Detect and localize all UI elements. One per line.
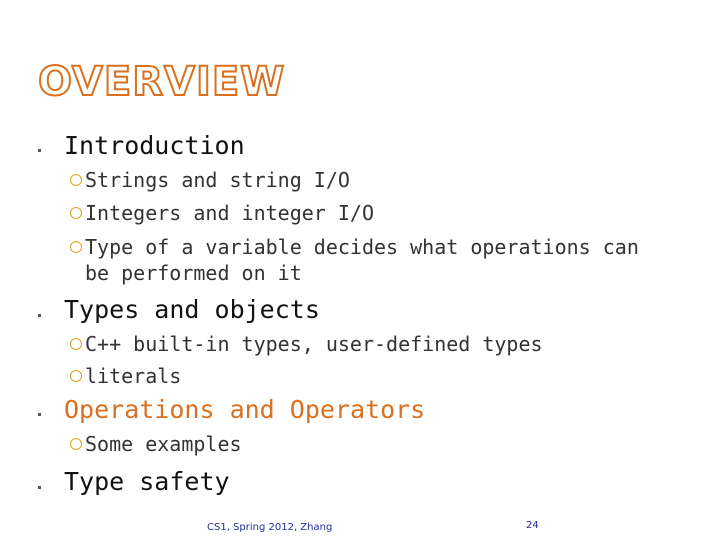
sub-bullet: Integers and integer I/O (70, 201, 374, 225)
circle-bullet-icon (70, 370, 82, 382)
sub-bullet: Some examples (70, 432, 242, 456)
bullet-dot (38, 413, 41, 416)
footer-course: CS1, Spring 2012, Zhang (207, 522, 333, 533)
footer-page-number: 24 (526, 520, 539, 531)
bullet-type-safety: Type safety (64, 467, 230, 496)
sub-bullet: C++ built-in types, user-defined types (70, 332, 543, 356)
sub-bullet: Type of a variable decides what operations can (70, 235, 639, 259)
sub-bullet: literals (70, 364, 181, 388)
bullet-dot (38, 486, 41, 489)
bullet-types-and-objects: Types and objects (64, 295, 320, 324)
slide-title: OVERVIEW (38, 59, 286, 105)
bullet-introduction: Introduction (64, 131, 245, 160)
circle-bullet-icon (70, 338, 82, 350)
sub-bullet-continuation: be performed on it (85, 261, 302, 285)
bullet-operations-and-operators: Operations and Operators (64, 395, 426, 424)
circle-bullet-icon (70, 174, 82, 186)
bullet-dot (38, 314, 41, 317)
bullet-dot (38, 149, 41, 152)
sub-bullet: Strings and string I/O (70, 168, 350, 192)
circle-bullet-icon (70, 207, 82, 219)
circle-bullet-icon (70, 241, 82, 253)
circle-bullet-icon (70, 438, 82, 450)
